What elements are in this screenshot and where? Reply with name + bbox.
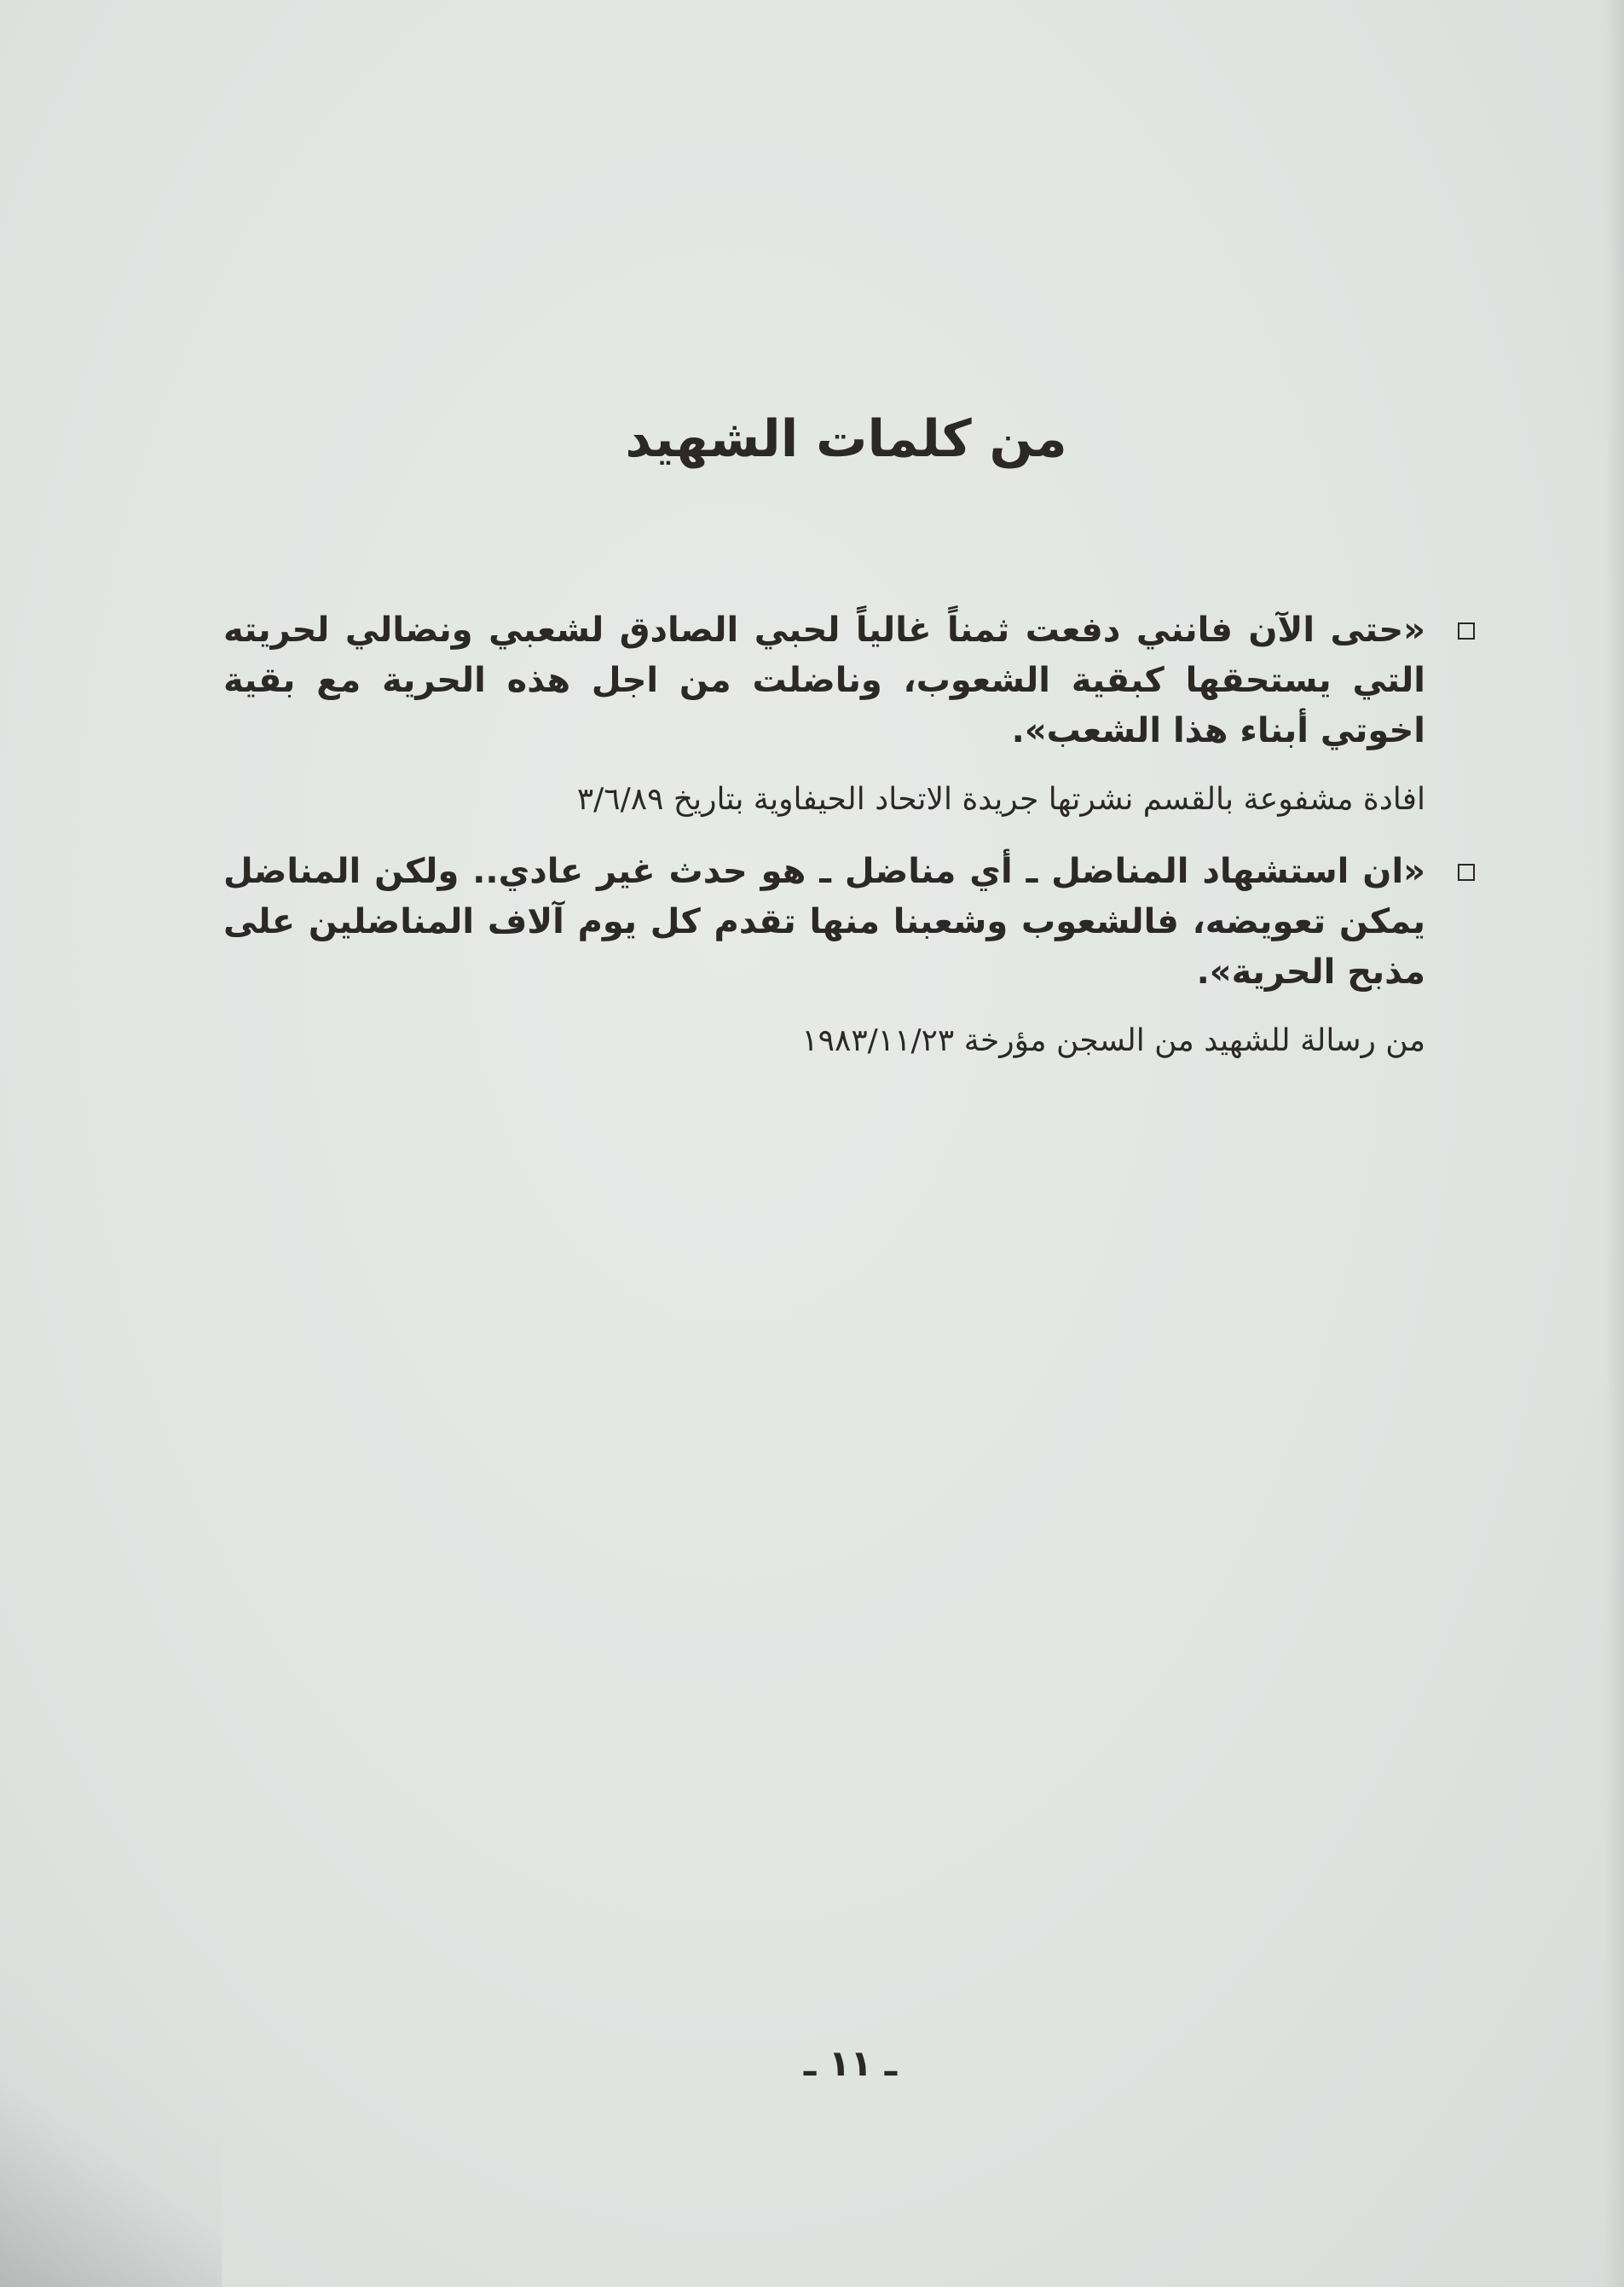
quote-block (223, 847, 1425, 1062)
page-title: من كلمات الشهيد (625, 409, 1067, 469)
quotes-section (223, 605, 1425, 1088)
quote-item (223, 847, 1425, 998)
quote-text: «ان استشهاد المناضل ـ أي مناضل ـ هو حدث غير عادي.. ولكن المناضل يمكن تعويضه، فالشعوب وشعبنا منها تقدم كل يوم آلاف المناضلين على مذبح الحرية». (223, 852, 1425, 992)
square-bullet-icon (1458, 864, 1475, 881)
quote-source: من رسالة للشهيد من السجن مؤرخة ١٩٨٣/١١/٢٣ (801, 1023, 1425, 1058)
quote-block (223, 605, 1425, 821)
quote-item (223, 605, 1425, 756)
square-bullet-icon (1458, 622, 1475, 640)
page-edge (1605, 0, 1624, 2287)
quote-text: «حتى الآن فانني دفعت ثمناً غالياً لحبي الصادق لشعبي ونضالي لحريته التي يستحقها كبقية الشعوب، وناضلت من اجل هذه الحرية مع بقية اخوتي أبناء هذا الشعب». (223, 611, 1425, 750)
quote-source: افادة مشفوعة بالقسم نشرتها جريدة الاتحاد الحيفاوية بتاريخ ٣/٦/٨٩ (576, 782, 1425, 817)
page-number: ـ ١١ ـ (803, 2042, 898, 2084)
